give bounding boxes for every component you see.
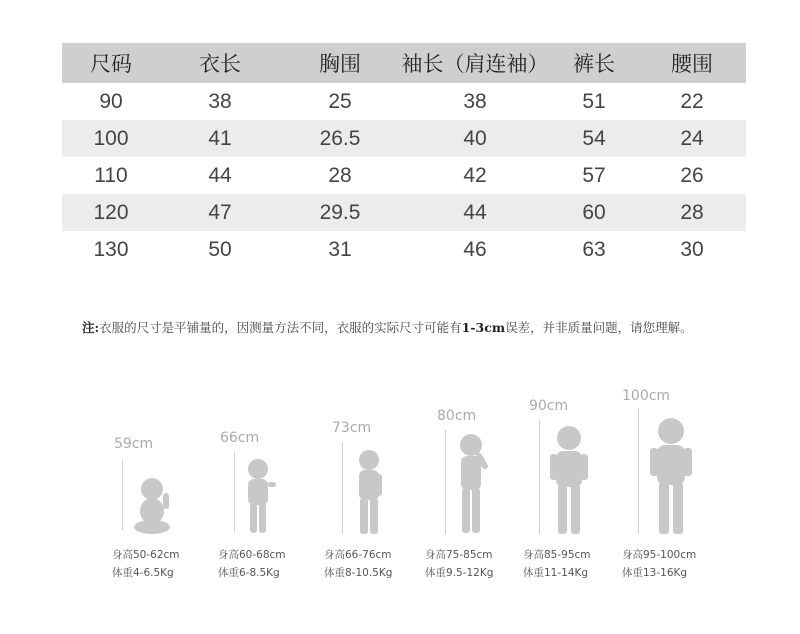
figure-caption bbox=[112, 546, 180, 582]
height-range: 身高75-85cm bbox=[425, 549, 493, 561]
height-range: 身高95-100cm bbox=[622, 549, 697, 561]
cell-chest: 28 bbox=[328, 163, 352, 187]
child-standing-icon bbox=[352, 448, 388, 536]
header-sleeve: 袖长（肩连袖） bbox=[400, 43, 550, 83]
figure-caption bbox=[324, 546, 392, 582]
cell-sleeve: 40 bbox=[400, 120, 550, 157]
cell-size: 90 bbox=[99, 89, 123, 113]
height-chart bbox=[0, 380, 800, 634]
cell-chest: 25 bbox=[328, 89, 352, 113]
table-row bbox=[62, 120, 746, 157]
cell-size: 130 bbox=[93, 237, 129, 261]
cell-waist: 26 bbox=[680, 163, 704, 187]
height-range: 身高85-95cm bbox=[523, 549, 591, 561]
table-row bbox=[62, 194, 746, 231]
cell-length: 38 bbox=[208, 89, 232, 113]
header-waist: 腰围 bbox=[638, 43, 746, 83]
cell-waist: 24 bbox=[638, 120, 746, 157]
cell-sleeve: 44 bbox=[400, 194, 550, 231]
cell-size: 110 bbox=[94, 163, 128, 187]
figure-caption bbox=[622, 546, 696, 582]
weight-range: 体重4-6.5Kg bbox=[112, 567, 174, 579]
cell-length: 47 bbox=[160, 194, 280, 231]
child-standing-icon bbox=[547, 424, 593, 536]
table-row bbox=[62, 231, 746, 268]
cell-chest: 29.5 bbox=[280, 194, 400, 231]
cell-pants-length: 51 bbox=[582, 89, 606, 113]
cell-sleeve: 38 bbox=[463, 89, 487, 113]
height-label: 66cm bbox=[220, 430, 260, 446]
figure-caption bbox=[523, 546, 591, 582]
cell-length: 44 bbox=[208, 163, 232, 187]
cell-sleeve: 42 bbox=[463, 163, 487, 187]
cell-length: 41 bbox=[160, 120, 280, 157]
table-header-row bbox=[62, 43, 746, 83]
weight-range: 体重9.5-12Kg bbox=[425, 567, 494, 579]
header-chest: 胸围 bbox=[280, 43, 400, 83]
height-figure-73 bbox=[324, 380, 434, 634]
height-figure-90 bbox=[523, 380, 633, 634]
cell-waist: 28 bbox=[638, 194, 746, 231]
sitting-baby-icon bbox=[130, 475, 180, 535]
figure-caption bbox=[218, 546, 286, 582]
cell-size: 100 bbox=[62, 120, 160, 157]
cell-waist: 22 bbox=[680, 89, 704, 113]
height-range: 身高66-76cm bbox=[324, 549, 392, 561]
table-row bbox=[62, 157, 746, 194]
cell-pants-length: 63 bbox=[582, 237, 606, 261]
cell-chest: 31 bbox=[328, 237, 352, 261]
note-range: 1-3cm bbox=[461, 320, 506, 335]
size-table bbox=[62, 43, 746, 268]
note-text-1: 衣服的尺寸是平铺量的，因测量方法不同，衣服的实际尺寸可能有 bbox=[99, 320, 462, 335]
measurement-note bbox=[82, 318, 693, 336]
height-label: 90cm bbox=[529, 398, 569, 414]
header-size: 尺码 bbox=[62, 43, 160, 83]
header-pants-length: 裤长 bbox=[550, 43, 638, 83]
cell-sleeve: 46 bbox=[463, 237, 487, 261]
height-label: 59cm bbox=[114, 436, 154, 452]
height-figure-80 bbox=[425, 380, 535, 634]
toddler-standing-icon bbox=[240, 458, 280, 536]
height-range: 身高60-68cm bbox=[218, 549, 286, 561]
height-label: 73cm bbox=[332, 420, 372, 436]
child-standing-icon bbox=[648, 416, 698, 536]
child-waving-icon bbox=[451, 432, 497, 536]
cell-waist: 30 bbox=[680, 237, 704, 261]
header-length: 衣长 bbox=[160, 43, 280, 83]
weight-range: 体重8-10.5Kg bbox=[324, 567, 393, 579]
cell-pants-length: 57 bbox=[582, 163, 606, 187]
note-prefix: 注: bbox=[82, 320, 100, 335]
note-text-2: 误差，并非质量问题，请您理解。 bbox=[505, 320, 693, 335]
height-label: 100cm bbox=[622, 388, 671, 404]
figure-caption bbox=[425, 546, 493, 582]
weight-range: 体重11-14Kg bbox=[523, 567, 589, 579]
cell-pants-length: 54 bbox=[550, 120, 638, 157]
weight-range: 体重6-8.5Kg bbox=[218, 567, 280, 579]
height-range: 身高50-62cm bbox=[112, 549, 180, 561]
cell-size: 120 bbox=[62, 194, 160, 231]
cell-chest: 26.5 bbox=[280, 120, 400, 157]
height-figure-66 bbox=[218, 380, 328, 634]
height-figure-100 bbox=[622, 380, 732, 634]
weight-range: 体重13-16Kg bbox=[622, 567, 688, 579]
cell-pants-length: 60 bbox=[550, 194, 638, 231]
height-figure-59 bbox=[112, 380, 222, 634]
table-row bbox=[62, 83, 746, 120]
cell-length: 50 bbox=[208, 237, 232, 261]
height-label: 80cm bbox=[437, 408, 477, 424]
